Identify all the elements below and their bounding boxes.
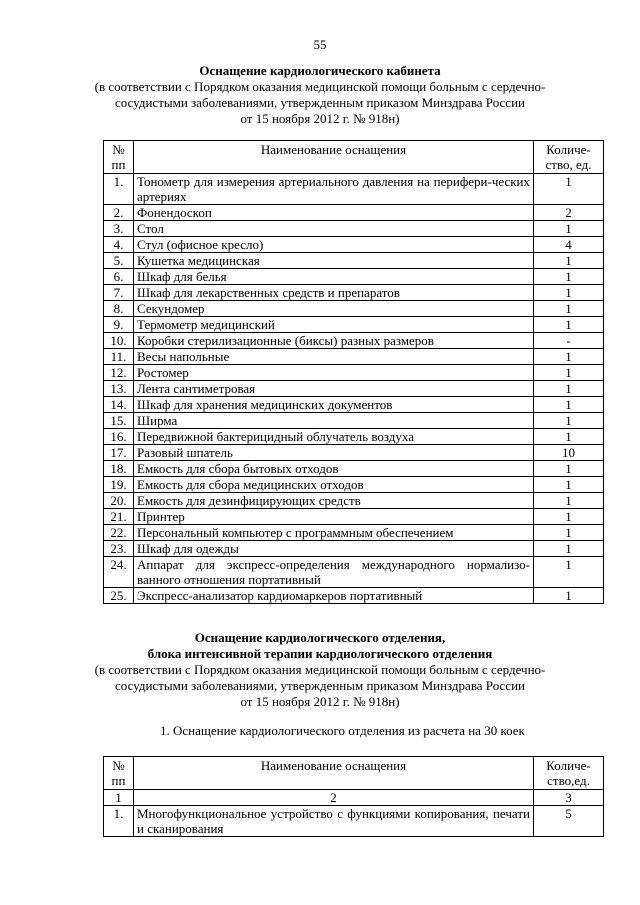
equipment-name: Емкость для сбора медицинских отходов — [134, 477, 534, 493]
section1-heading — [0, 63, 640, 127]
equipment-quantity: 1 — [534, 493, 604, 509]
equipment-name: Шкаф для лекарственных средств и препаратов — [134, 285, 534, 301]
equipment-name: Многофункциональное устройство с функциями копирования, печати и сканирования — [134, 806, 534, 837]
section2-note-line-1: (в соответствии с Порядком оказания медицинской помощи больным с сердечно- — [94, 662, 546, 677]
equipment-name: Фонендоскоп — [134, 205, 534, 221]
row-number: 5. — [104, 253, 134, 269]
row-number: 24. — [104, 557, 134, 588]
equipment-quantity: 1 — [534, 365, 604, 381]
row-number: 21. — [104, 509, 134, 525]
section1-note-line-1: (в соответствии с Порядком оказания медицинской помощи больным с сердечно- — [94, 79, 546, 94]
row-number: 25. — [104, 588, 134, 604]
col-name-header: Наименование оснащения — [134, 757, 534, 790]
section2-heading — [0, 630, 640, 710]
row-number: 16. — [104, 429, 134, 445]
table-row — [104, 221, 604, 237]
equipment-name: Емкость для сбора бытовых отходов — [134, 461, 534, 477]
table-row — [104, 509, 604, 525]
table-row — [104, 237, 604, 253]
row-number: 19. — [104, 477, 134, 493]
equipment-quantity: 1 — [534, 253, 604, 269]
equipment-name: Экспресс-анализатор кардиомаркеров портативный — [134, 588, 534, 604]
table-row — [104, 445, 604, 461]
section1-note-line-2: сосудистыми заболеваниями, утвержденным приказом Минздрава России — [114, 95, 525, 110]
row-number: 7. — [104, 285, 134, 301]
table-row — [104, 806, 604, 837]
equipment-quantity: 1 — [534, 221, 604, 237]
table-header-row — [104, 141, 604, 174]
equipment-name: Стол — [134, 221, 534, 237]
table-row — [104, 205, 604, 221]
row-number: 13. — [104, 381, 134, 397]
row-number: 2. — [104, 205, 134, 221]
row-number: 4. — [104, 237, 134, 253]
table-row — [104, 174, 604, 205]
equipment-quantity: 1 — [534, 429, 604, 445]
row-number: 11. — [104, 349, 134, 365]
section2-title-line-1: Оснащение кардиологического отделения, — [194, 630, 446, 645]
table-row — [104, 461, 604, 477]
equipment-quantity: 1 — [534, 301, 604, 317]
equipment-name: Шкаф для белья — [134, 269, 534, 285]
row-number: 17. — [104, 445, 134, 461]
equipment-quantity: 1 — [534, 397, 604, 413]
equipment-name: Передвижной бактерицидный облучатель воздуха — [134, 429, 534, 445]
equipment-quantity: 1 — [534, 588, 604, 604]
equipment-quantity: 1 — [534, 269, 604, 285]
section2-title-line-2: блока интенсивной терапии кардиологического отделения — [147, 646, 493, 661]
equipment-name: Тонометр для измерения артериального давления на перифери-ческих артериях — [134, 174, 534, 205]
equipment-name: Стул (офисное кресло) — [134, 237, 534, 253]
equipment-quantity: 2 — [534, 205, 604, 221]
table-row — [104, 333, 604, 349]
page-number: 55 — [313, 37, 327, 52]
equipment-quantity: 1 — [534, 413, 604, 429]
equipment-table-body — [104, 174, 604, 604]
table-row — [104, 317, 604, 333]
table-row — [104, 429, 604, 445]
equipment-quantity: 1 — [534, 381, 604, 397]
table-row — [104, 269, 604, 285]
index-cell-3: 3 — [534, 790, 604, 806]
table-row — [104, 493, 604, 509]
table-row — [104, 253, 604, 269]
row-number: 20. — [104, 493, 134, 509]
equipment-quantity: 1 — [534, 317, 604, 333]
equipment-name: Секундомер — [134, 301, 534, 317]
table-row — [104, 397, 604, 413]
equipment-quantity: 10 — [534, 445, 604, 461]
equipment-name: Термометр медицинский — [134, 317, 534, 333]
equipment-quantity: 5 — [534, 806, 604, 837]
section1-title: Оснащение кардиологического кабинета — [199, 63, 441, 78]
equipment-name: Коробки стерилизационные (биксы) разных размеров — [134, 333, 534, 349]
row-number: 15. — [104, 413, 134, 429]
section2-subheading: 1. Оснащение кардиологического отделения из расчета на 30 коек — [160, 723, 525, 738]
table-row — [104, 588, 604, 604]
table-row — [104, 525, 604, 541]
row-number: 8. — [104, 301, 134, 317]
row-number: 12. — [104, 365, 134, 381]
equipment-name: Ширма — [134, 413, 534, 429]
equipment-name: Емкость для дезинфицирующих средств — [134, 493, 534, 509]
equipment-quantity: 1 — [534, 557, 604, 588]
row-number: 10. — [104, 333, 134, 349]
col-qty-header: Количе-ство,ед. — [534, 757, 604, 790]
row-number: 23. — [104, 541, 134, 557]
row-number: 22. — [104, 525, 134, 541]
table-index-row — [104, 790, 604, 806]
equipment-name: Персональный компьютер с программным обеспечением — [134, 525, 534, 541]
table-header-row — [104, 757, 604, 790]
index-cell-1: 1 — [104, 790, 134, 806]
col-num-header: № пп — [104, 757, 134, 790]
row-number: 1. — [104, 174, 134, 205]
equipment-quantity: - — [534, 333, 604, 349]
table-row — [104, 349, 604, 365]
table-row — [104, 541, 604, 557]
equipment-name: Принтер — [134, 509, 534, 525]
equipment-table-department — [103, 756, 604, 837]
equipment-name: Шкаф для хранения медицинских документов — [134, 397, 534, 413]
equipment-name: Разовый шпатель — [134, 445, 534, 461]
table-row — [104, 557, 604, 588]
equipment-quantity: 1 — [534, 509, 604, 525]
equipment-name: Аппарат для экспресс-определения международного нормализо-ванного отношения портативный — [134, 557, 534, 588]
table-row — [104, 477, 604, 493]
equipment-table-cabinet — [103, 140, 604, 604]
equipment-name: Шкаф для одежды — [134, 541, 534, 557]
col-num-header: № пп — [104, 141, 134, 174]
row-number: 14. — [104, 397, 134, 413]
equipment-quantity: 1 — [534, 525, 604, 541]
table-row — [104, 413, 604, 429]
table-row — [104, 285, 604, 301]
equipment-name: Кушетка медицинская — [134, 253, 534, 269]
index-cell-2: 2 — [134, 790, 534, 806]
equipment-name: Ростомер — [134, 365, 534, 381]
section1-note-line-3: от 15 ноября 2012 г. № 918н) — [240, 111, 400, 126]
equipment-name: Весы напольные — [134, 349, 534, 365]
section2-note-line-2: сосудистыми заболеваниями, утвержденным приказом Минздрава России — [114, 678, 525, 693]
row-number: 9. — [104, 317, 134, 333]
equipment-quantity: 1 — [534, 285, 604, 301]
col-qty-header: Количе-ство, ед. — [534, 141, 604, 174]
equipment-quantity: 1 — [534, 349, 604, 365]
equipment-quantity: 4 — [534, 237, 604, 253]
table-row — [104, 381, 604, 397]
equipment-table-body — [104, 806, 604, 837]
row-number: 3. — [104, 221, 134, 237]
table-row — [104, 365, 604, 381]
equipment-name: Лента сантиметровая — [134, 381, 534, 397]
equipment-quantity: 1 — [534, 477, 604, 493]
section2-note-line-3: от 15 ноября 2012 г. № 918н) — [240, 694, 400, 709]
row-number: 18. — [104, 461, 134, 477]
equipment-quantity: 1 — [534, 541, 604, 557]
col-name-header: Наименование оснащения — [134, 141, 534, 174]
equipment-quantity: 1 — [534, 174, 604, 205]
row-number: 1. — [104, 806, 134, 837]
equipment-quantity: 1 — [534, 461, 604, 477]
table-row — [104, 301, 604, 317]
row-number: 6. — [104, 269, 134, 285]
